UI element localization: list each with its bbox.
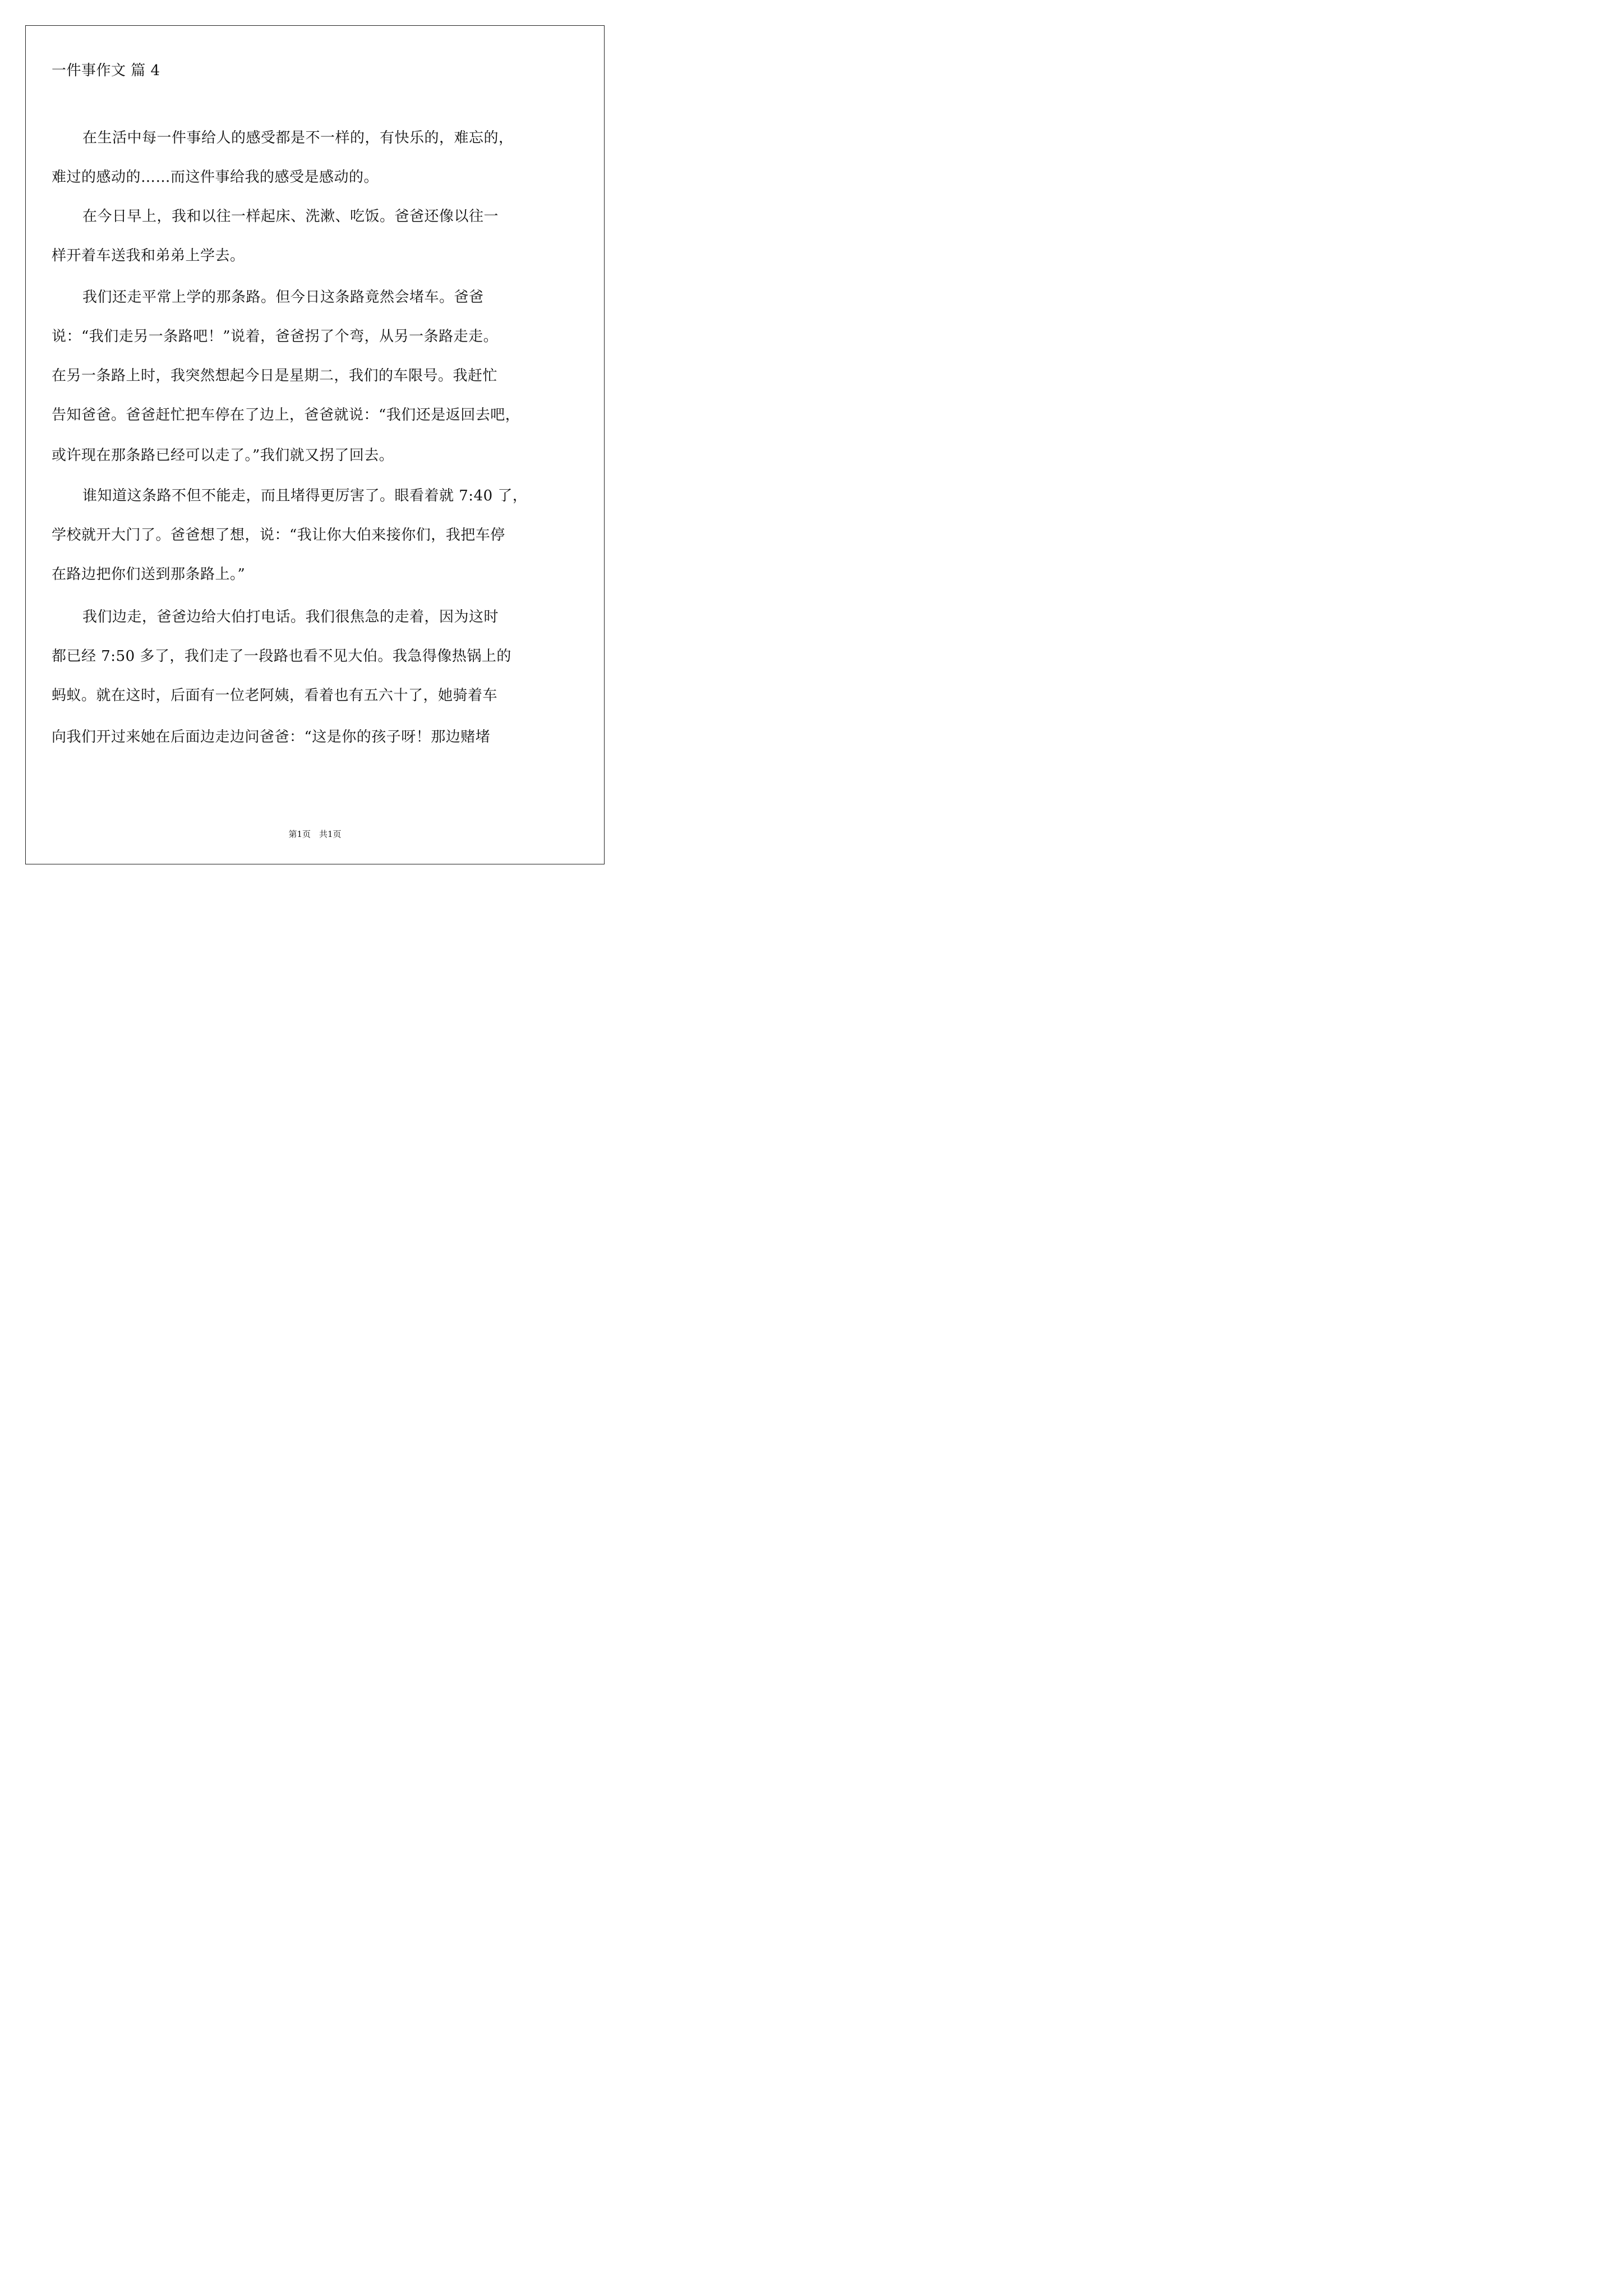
paragraph-2-line-2: 样开着车送我和弟弟上学去。 bbox=[52, 247, 245, 264]
paragraph-5-line-4: 向我们开过来她在后面边走边问爸爸：“这是你的孩子呀！那边赌堵 bbox=[52, 729, 491, 746]
page-footer: 第1页 共1页 bbox=[288, 829, 342, 839]
paragraph-4-line-2: 学校就开大门了。爸爸想了想，说：“我让你大伯来接你们，我把车停 bbox=[52, 527, 505, 544]
paragraph-5-line-2: 都已经 7:50 多了，我们走了一段路也看不见大伯。我急得像热锅上的 bbox=[52, 648, 511, 665]
document-title: 一件事作文 篇 4 bbox=[52, 62, 160, 79]
paragraph-3-line-2: 说：“我们走另一条路吧！”说着，爸爸拐了个弯，从另一条路走走。 bbox=[52, 328, 499, 345]
paragraph-1-line-1: 在生活中每一件事给人的感受都是不一样的，有快乐的，难忘的， bbox=[82, 130, 514, 146]
paragraph-5-line-1: 我们边走，爸爸边给大伯打电话。我们很焦急的走着，因为这时 bbox=[82, 609, 499, 625]
paragraph-4-line-3: 在路边把你们送到那条路上。” bbox=[52, 566, 246, 583]
paragraph-2-line-1: 在今日早上，我和以往一样起床、洗漱、吃饭。爸爸还像以往一 bbox=[82, 208, 499, 225]
paragraph-4-line-1: 谁知道这条路不但不能走，而且堵得更厉害了。眼看着就 7:40 了， bbox=[82, 487, 528, 504]
paragraph-3-line-1: 我们还走平常上学的那条路。但今日这条路竟然会堵车。爸爸 bbox=[82, 289, 484, 306]
paragraph-3-line-4: 告知爸爸。爸爸赶忙把车停在了边上，爸爸就说：“我们还是返回去吧， bbox=[52, 407, 520, 424]
paragraph-3-line-3: 在另一条路上时，我突然想起今日是星期二，我们的车限号。我赶忙 bbox=[52, 367, 498, 384]
paragraph-3-line-5: 或许现在那条路已经可以走了。”我们就又拐了回去。 bbox=[52, 447, 394, 464]
paragraph-1-line-2: 难过的感动的……而这件事给我的感受是感动的。 bbox=[52, 169, 379, 186]
paragraph-5-line-3: 蚂蚁。就在这时，后面有一位老阿姨，看着也有五六十了，她骑着车 bbox=[52, 687, 498, 704]
